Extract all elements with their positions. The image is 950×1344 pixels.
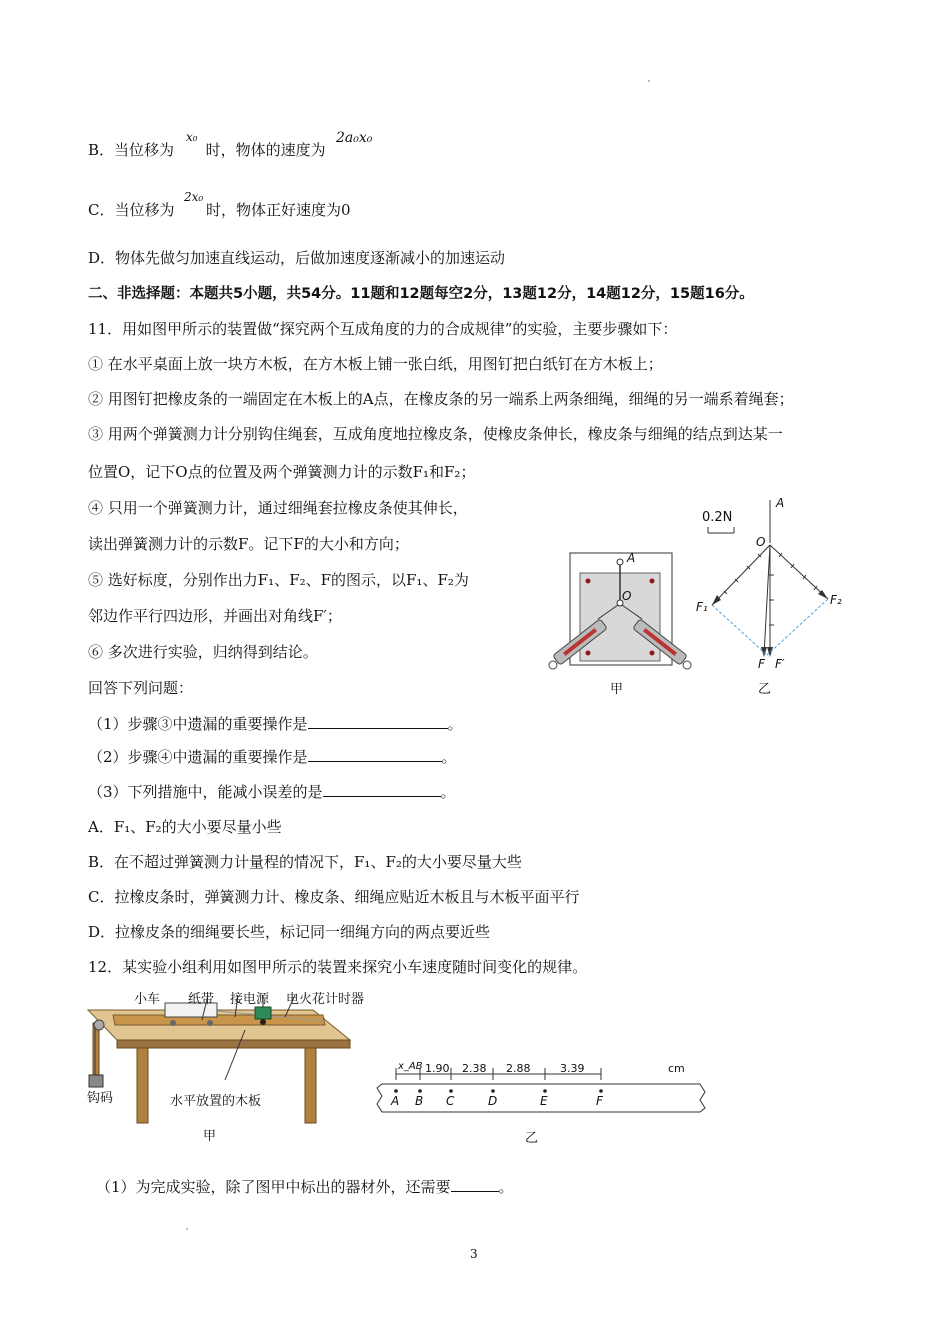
label-d1: 1.90 [425,1062,450,1075]
label-car: 小车 [134,992,161,1007]
q12-figure-a [85,995,360,1130]
label-power: 接电源 [230,992,270,1007]
label-o: O [756,535,766,549]
label-a: A [627,551,636,565]
q12-stem: 12．某实验小组利用如图甲所示的装置来探究小车速度随时间变化的规律。 [88,958,588,976]
q11-part1-text: （1）步骤③中遗漏的重要操作是 [88,715,308,733]
label-tape: 纸带 [188,992,215,1007]
label-unit: cm [668,1062,685,1075]
label-f1: F₁ [696,600,708,614]
label-o: O [622,589,632,603]
answer-blank[interactable] [308,747,442,762]
q11-step3b: 位置O，记下O点的位置及两个弹簧测力计的示数F₁和F₂； [88,463,476,481]
q12-part1-text: （1）为完成实验，除了图甲中标出的器材外，还需要 [96,1178,451,1196]
q11-step5b: 邻边作平行四边形，并画出对角线F′； [88,607,342,625]
point-f: F [596,1094,603,1108]
option-b-text2: 时，物体的速度为 [200,141,326,159]
q11-option-c: C．拉橡皮条时，弹簧测力计、橡皮条、细绳应贴近木板且与木板平面平行 [88,888,580,906]
label-a: A [776,496,785,510]
q11-option-a: A．F₁、F₂的大小要尽量小些 [88,818,282,836]
caption-yi: 乙 [525,1131,539,1146]
answer-blank[interactable] [308,714,448,729]
label-f: F [758,657,765,671]
label-timer: 电火花计时器 [286,992,365,1007]
label-xab: x_AB [398,1061,423,1072]
answer-blank[interactable] [323,782,441,797]
point-e: E [540,1094,548,1108]
option-c-text: C．当位移为 [88,201,180,219]
q11-part2-text: （2）步骤④中遗漏的重要操作是 [88,748,308,766]
period: 。 [440,783,456,801]
q11-step5a: ⑤ 选好标度，分别作出力F₁、F₂、F的图示，以F₁、F₂为 [88,571,469,589]
caption-jia: 甲 [203,1129,217,1144]
q11-step4a: ④ 只用一个弹簧测力计，通过细绳套拉橡皮条使其伸长， [88,499,468,517]
q11-step2: ② 用图钉把橡皮条的一端固定在木板上的A点，在橡皮条的另一端系上两条细绳，细绳的另一端系着绳套； [88,390,794,408]
q11-step6: ⑥ 多次进行实验，归纳得到结论。 [88,643,318,661]
option-c-text2: 时，物体正好速度为0 [201,201,351,219]
label-d3: 2.88 [506,1062,531,1075]
point-b: B [415,1094,424,1108]
answer-blank[interactable] [451,1177,499,1192]
q11-step1: ① 在水平桌面上放一块方木板，在方木板上铺一张白纸，用图钉把白纸钉在方木板上； [88,355,663,373]
label-board: 水平放置的木板 [170,1094,262,1109]
speck [186,1228,188,1230]
q11-step3a: ③ 用两个弹簧测力计分别钩住绳套，互成角度地拉橡皮条，使橡皮条伸长，橡皮条与细绳的结点到达某一 [88,425,783,443]
formula-2x0: 2x₀ [184,190,204,204]
label-d4: 3.39 [560,1062,585,1075]
q11-part3 [88,782,456,802]
formula-x0: x₀ [186,130,198,144]
q11-option-b: B．在不超过弹簧测力计量程的情况下，F₁、F₂的大小要尽量大些 [88,853,522,871]
period: 。 [498,1178,514,1196]
caption-jia: 甲 [610,682,624,697]
label-f-prime: F′ [775,657,785,671]
q11-step4b: 读出弹簧测力计的示数F。记下F的大小和方向； [88,535,409,553]
option-c [88,200,351,220]
q11-part2 [88,747,457,767]
q11-part1 [88,714,463,734]
speck [648,80,650,82]
q11-ask: 回答下列问题： [88,679,194,697]
option-d: D．物体先做匀加速直线运动，后做加速度逐渐减小的加速运动 [88,249,506,267]
option-b-text: B．当位移为 [88,141,179,159]
label-scale: 0.2N [702,510,733,525]
page-number: 3 [470,1247,478,1261]
option-b [88,140,326,160]
point-d: D [488,1094,498,1108]
q11-option-d: D．拉橡皮条的细绳要长些，标记同一细绳方向的两点要近些 [88,923,491,941]
point-c: C [446,1094,455,1108]
label-f2: F₂ [830,593,842,607]
period: 。 [441,748,457,766]
q11-part3-text: （3）下列措施中，能减小误差的是 [88,783,323,801]
q11-stem: 11．用如图甲所示的装置做“探究两个互成角度的力的合成规律”的实验，主要步骤如下： [88,320,678,338]
section-heading: 二、非选择题：本题共5小题，共54分。11题和12题每空2分，13题12分，14题12分，15题16分。 [88,286,754,302]
caption-yi: 乙 [758,682,772,697]
point-a: A [391,1094,400,1108]
q11-figure-a [540,545,710,675]
formula-velocity: 2a₀x₀ [336,130,373,146]
label-d2: 2.38 [462,1062,487,1075]
label-weight: 钩码 [87,1091,114,1106]
q12-part1 [96,1177,514,1197]
period: 。 [447,715,463,733]
